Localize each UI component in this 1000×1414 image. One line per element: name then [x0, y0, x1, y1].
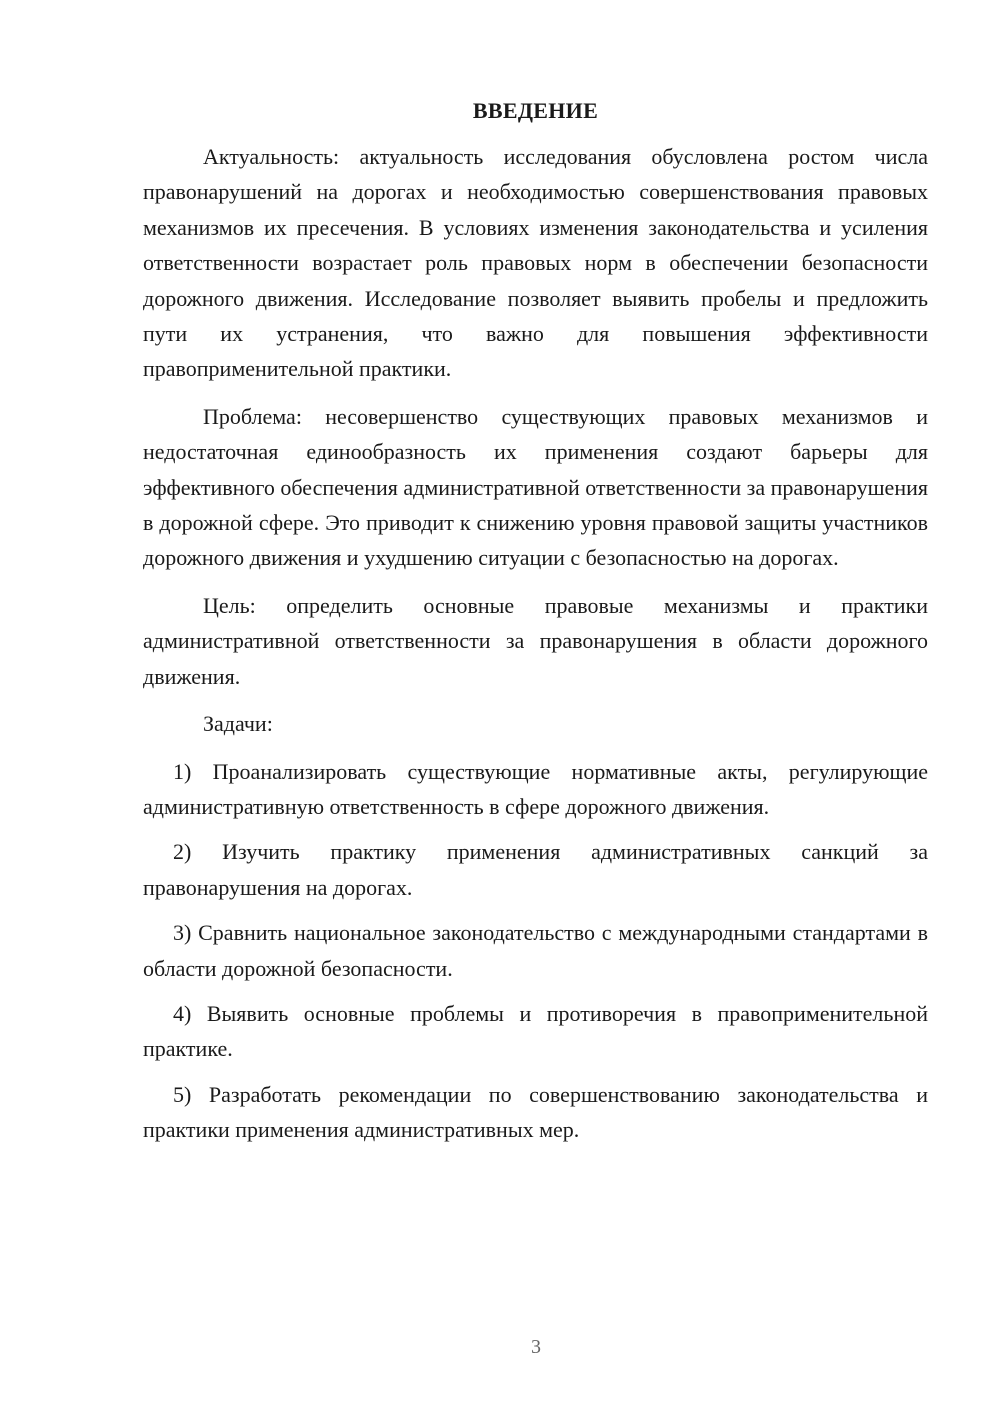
task-item-3: 3) Сравнить национальное законодательство с международными стандартами в области дорожной безопасности.	[143, 920, 928, 981]
task-item-4: 4) Выявить основные проблемы и противоречия в правоприменительной практике.	[143, 1000, 928, 1062]
page-number: 3	[531, 1336, 541, 1358]
paragraph-tasks-heading: Задачи:	[203, 711, 273, 737]
paragraph-problem: Проблема: несовершенство существующих правовых механизмов и недостаточная единообразность их применения создают барьеры для эффективного обеспечения административной ответственности за правонарушения в дорожной сфере. Это приводит к снижению уровня правовой защиты участников дорожного движения и ухудшению ситуации с безопасностью на дорогах.	[143, 403, 928, 571]
task-item-5: 5) Разработать рекомендации по совершенствованию законодательства и практики применения административных мер.	[143, 1081, 928, 1143]
section-title: ВВЕДЕНИЕ	[472, 98, 599, 123]
page-content	[143, 95, 928, 1158]
task-item-1: 1) Проанализировать существующие нормативные акты, регулирующие административную ответственность в сфере дорожного движения.	[143, 758, 928, 819]
paragraph-relevance: Актуальность: актуальность исследования обусловлена ростом числа правонарушений на дорогах и необходимостью совершенствования правовых механизмов их пресечения. В условиях изменения законодательства и усиления ответственности возрастает роль правовых норм в обеспечении безопасности дорожного движения. Исследование позволяет выявить пробелы и предложить пути их устранения, что важно для повышения эффективности правоприменительной практики.	[143, 144, 928, 382]
paragraph-goal: Цель: определить основные правовые механизмы и практики административной ответственности за правонарушения в области дорожного движения.	[143, 592, 928, 689]
task-item-2: 2) Изучить практику применения административных санкций за правонарушения на дорогах.	[143, 839, 928, 900]
